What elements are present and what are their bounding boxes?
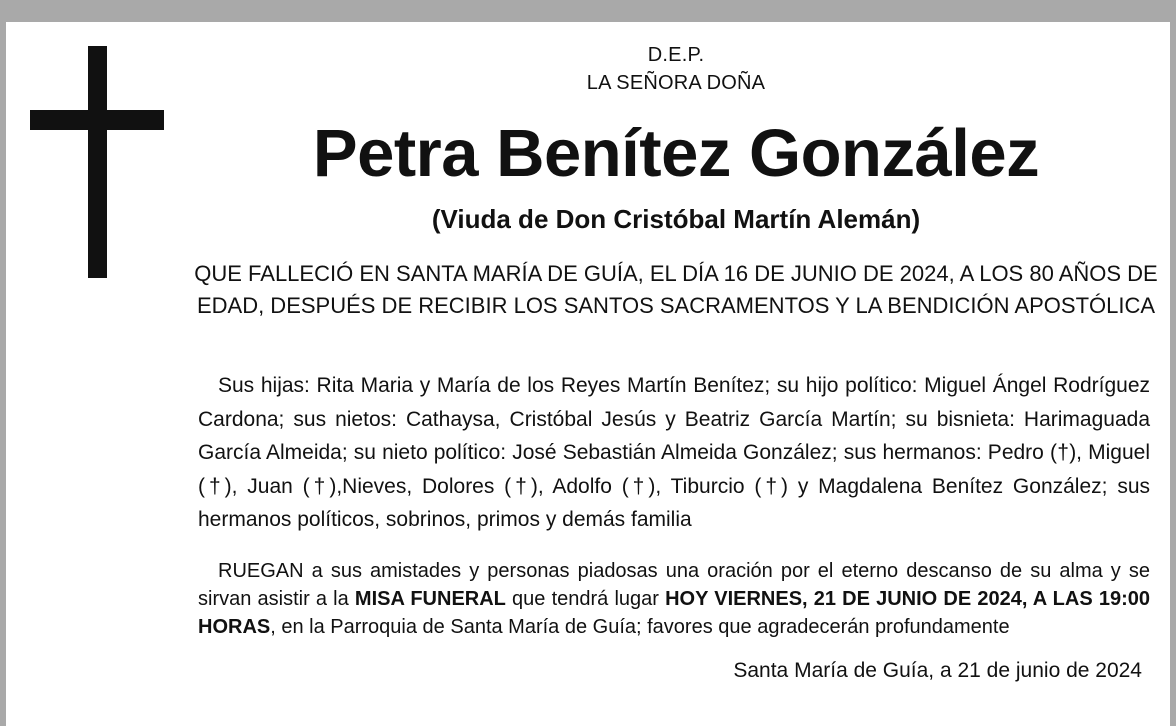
honorific-line: LA SEÑORA DOÑA <box>586 72 766 94</box>
deceased-name: Petra Benítez González <box>312 116 1040 191</box>
request-text-2: que tendrá lugar <box>505 588 666 610</box>
place-date-line: Santa María de Guía, a 21 de junio de 2024 <box>733 659 1142 682</box>
family-paragraph: Sus hijas: Rita Maria y María de los Reyes Martín Benítez; su hijo político: Miguel Ángel Rodríguez Cardona; sus nietos: Cathaysa, Cristóbal Jesús y Beatriz García Martín; su bisnieta: Harimaguada García Almeida; su nieto político: José Sebastián Almeida González; sus hermanos: Pedro (†), Miguel (†), Juan (†),Nieves, Dolores (†), Adolfo (†), Tiburcio (†) y Magdalena Benítez González; sus hermanos políticos, sobrinos, primos y demás familia <box>198 374 1150 531</box>
request-paragraph <box>198 557 1150 641</box>
cross-vertical-bar <box>88 46 107 278</box>
request-text-3: , en la Parroquia de Santa María de Guía; favores que agradecerán profundamente <box>270 616 1010 638</box>
mass-datetime: HOY VIERNES, 21 DE JUNIO DE 2024, A LAS 19:00 HORAS <box>198 588 1150 638</box>
obituary-notice <box>6 22 1170 726</box>
widow-of-line: (Viuda de Don Cristóbal Martín Alemán) <box>431 204 921 234</box>
death-announcement: QUE FALLECIÓ EN SANTA MARÍA DE GUÍA, EL DÍA 16 DE JUNIO DE 2024, A LOS 80 AÑOS DE EDAD, DESPUÉS DE RECIBIR LOS SANTOS SACRAMENTOS Y LA BENDICIÓN APOSTÓLICA <box>194 261 1158 318</box>
cross-horizontal-bar <box>30 110 164 130</box>
dep-heading: D.E.P. <box>647 44 705 66</box>
mass-label: MISA FUNERAL <box>354 588 506 610</box>
request-text-1: RUEGAN a sus amistades y personas piadosas una oración por el eterno descanso de su alma y se sirvan asistir a la <box>198 560 1150 610</box>
